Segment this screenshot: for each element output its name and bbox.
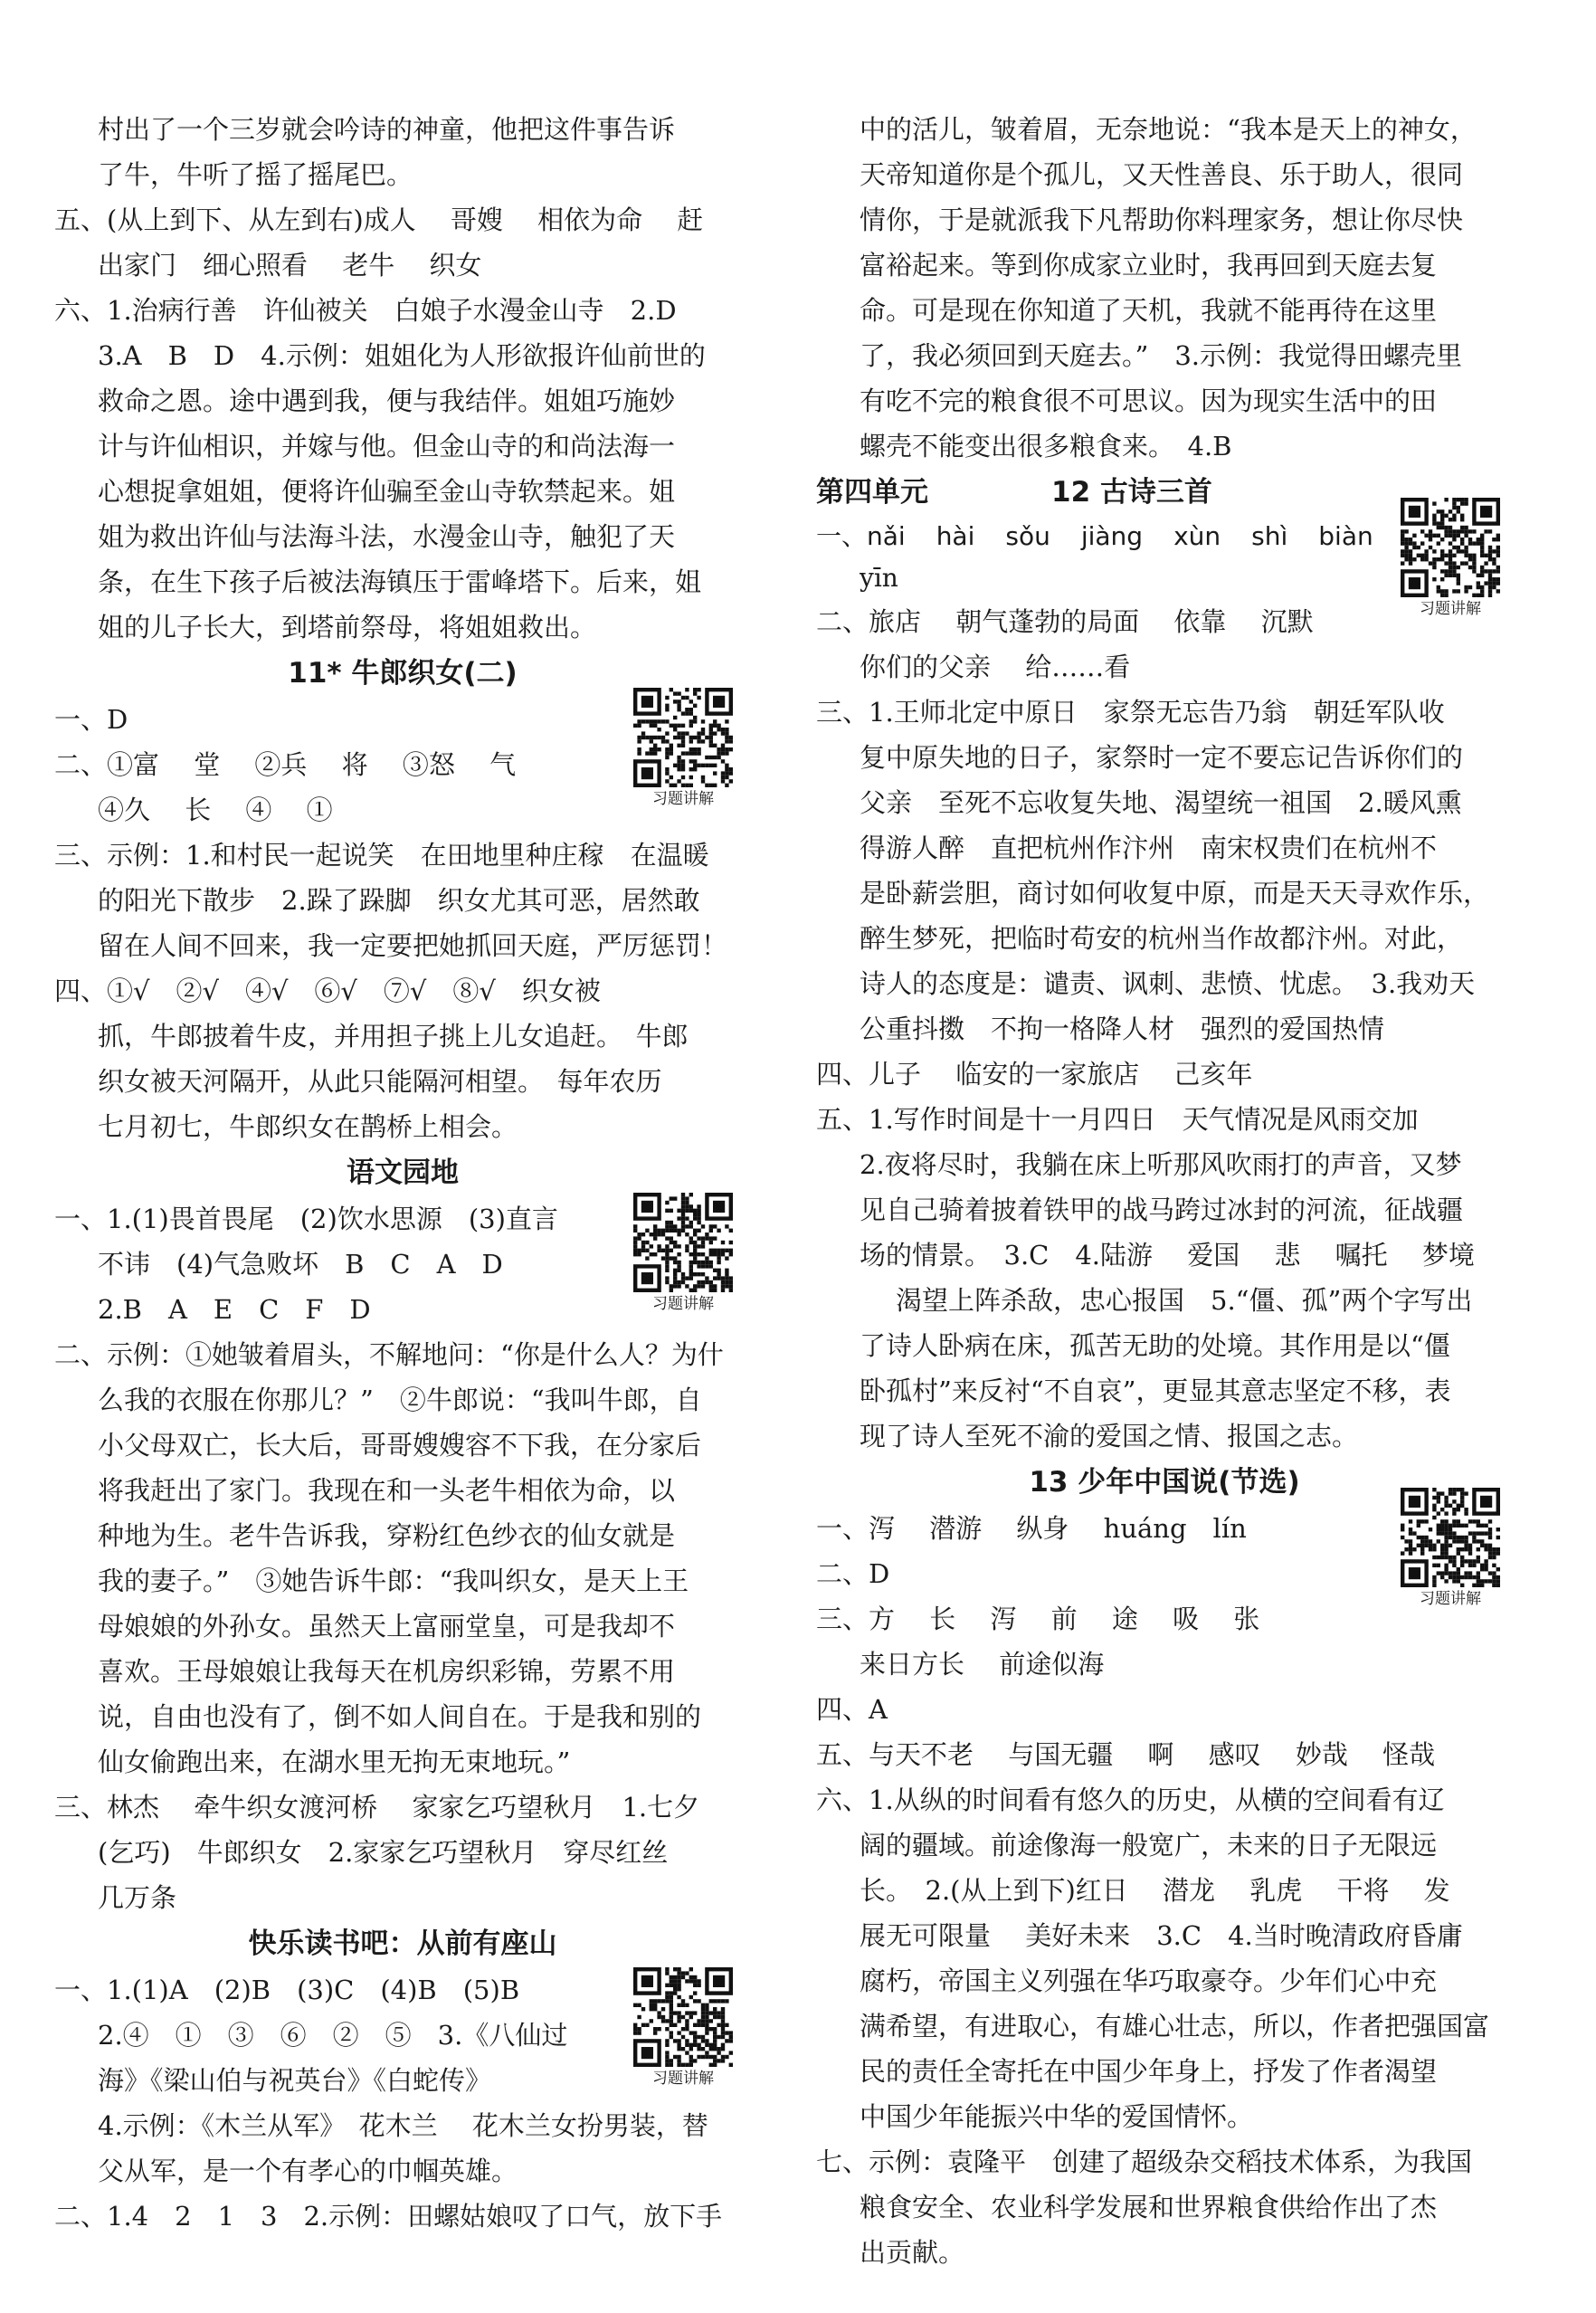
- answer-line: 满希望，有进取心，有雄心壮志，所以，作者把强国富: [860, 2011, 1490, 2042]
- answer-line: 醉生梦死，把临时苟安的杭州当作故都汴州。对此，: [860, 923, 1464, 954]
- answer-line: 命。可是现在你知道了天机，我就不能再待在这里: [860, 295, 1438, 326]
- qr-code-icon: [633, 1193, 733, 1292]
- qr-code-yuwen-yuandi[interactable]: [633, 1193, 733, 1314]
- qr-code-lesson-12[interactable]: [1401, 498, 1500, 619]
- answer-line: 中国少年能振兴中华的爱国情怀。: [860, 2101, 1254, 2132]
- answer-line: 么我的衣服在你那儿？” ②牛郎说：“我叫牛郎，自: [98, 1385, 702, 1415]
- answer-line: 村出了一个三岁就会吟诗的神童，他把这件事告诉: [98, 114, 676, 145]
- answer-line: 展无可限量 美好未来 3.C 4.当时晚清政府昏庸: [860, 1920, 1463, 1951]
- answer-line: 种地为生。老牛告诉我，穿粉红色纱衣的仙女就是: [98, 1520, 676, 1551]
- answer-line: 出家门 细心照看 老牛 织女: [98, 250, 482, 281]
- answer-line: 现了诗人至死不渝的爱国之情、报国之志。: [860, 1421, 1359, 1452]
- answer-line: 一、泻 潜游 纵身 huáng lín: [816, 1513, 1247, 1544]
- answer-line: 父亲 至死不忘收复失地、渴望统一祖国 2.暖风熏: [860, 787, 1462, 818]
- answer-line: 四、A: [816, 1694, 888, 1725]
- qr-code-kuaile-dushu[interactable]: [633, 1967, 733, 2089]
- answer-line: 姐的儿子长大，到塔前祭母，将姐姐救出。: [98, 612, 597, 642]
- qr-code-icon: [633, 1967, 733, 2067]
- section-title: 语文园地: [347, 1156, 459, 1189]
- answer-line: 海》《梁山伯与祝英台》《白蛇传》: [98, 2065, 492, 2096]
- answer-line: 公重抖擞 不拘一格降人材 强烈的爱国热情: [860, 1014, 1385, 1044]
- answer-line: 出贡献。: [860, 2237, 965, 2268]
- pinyin-word: xùn: [1173, 521, 1221, 551]
- answer-line: 七、示例：袁隆平 创建了超级杂交稻技术体系，为我国: [816, 2146, 1473, 2177]
- answer-line: 一、1.(1)畏首畏尾 (2)饮水思源 (3)直言: [54, 1204, 558, 1234]
- answer-line: 渴望上阵杀敌，忠心报国 5.“僵、孤”两个字写出: [896, 1285, 1473, 1316]
- answer-line: 你们的父亲 给……看: [860, 652, 1131, 682]
- pinyin-word: biàn: [1318, 521, 1373, 551]
- answer-line: 六、1.治病行善 许仙被关 白娘子水漫金山寺 2.D: [54, 295, 677, 326]
- answer-line: 是卧薪尝胆，商讨如何收复中原，而是天天寻欢作乐，: [860, 878, 1490, 909]
- answer-line: 复中原失地的日子，家祭时一定不要忘记告诉你们的: [860, 742, 1464, 773]
- answer-line: 几万条: [98, 1882, 177, 1913]
- answer-line: 四、儿子 临安的一家旅店 己亥年: [816, 1059, 1253, 1090]
- answer-line: 织女被天河隔开，从此只能隔河相望。 每年农历: [98, 1066, 662, 1097]
- pinyin-word: hài: [936, 521, 975, 551]
- answer-line: 条，在生下孩子后被法海镇压于雷峰塔下。后来，姐: [98, 566, 702, 597]
- answer-line: 中的活儿，皱着眉，无奈地说：“我本是天上的神女，: [860, 114, 1477, 145]
- answer-line: 五、1.写作时间是十一月四日 天气情况是风雨交加: [816, 1104, 1419, 1135]
- answer-line: 二、1.4 2 1 3 2.示例：田螺姑娘叹了口气，放下手: [54, 2201, 723, 2232]
- qr-code-icon: [633, 688, 733, 787]
- answer-line: 仙女偷跑出来，在湖水里无拘无束地玩。”: [98, 1747, 571, 1777]
- answer-line: 情你，于是就派我下凡帮助你料理家务，想让你尽快: [860, 205, 1464, 235]
- answer-line: 长。 2.(从上到下)红日 潜龙 乳虎 干将 发: [860, 1875, 1450, 1906]
- qr-caption: 习题讲解: [652, 790, 714, 808]
- answer-line: 的阳光下散步 2.跺了跺脚 织女尤其可恶，居然敢: [98, 885, 700, 916]
- answer-line: 计与许仙相识，并嫁与他。但金山寺的和尚法海一: [98, 431, 676, 462]
- answer-line: ④久 长 ④ ①: [98, 795, 333, 825]
- answer-line: 喜欢。王母娘娘让我每天在机房织彩锦，劳累不用: [98, 1656, 676, 1687]
- answer-line: 了，我必须回到天庭去。” 3.示例：我觉得田螺壳里: [860, 340, 1462, 371]
- answer-line: 五、与天不老 与国无疆 啊 感叹 妙哉 怪哉: [816, 1739, 1436, 1770]
- answer-line: 阔的疆域。前途像海一般宽广，未来的日子无限远: [860, 1830, 1438, 1861]
- answer-line: 将我赶出了家门。我现在和一头老牛相依为命，以: [98, 1475, 676, 1506]
- answer-line: 三、方 长 泻 前 途 吸 张: [816, 1604, 1260, 1634]
- pinyin-word: sǒu: [1005, 521, 1050, 551]
- answer-line: 三、示例：1.和村民一起说笑 在田地里种庄稼 在温暖: [54, 840, 709, 871]
- qr-code-icon: [1401, 1488, 1500, 1587]
- right-column: [816, 107, 1513, 2275]
- answer-line: 心想捉拿姐姐，便将许仙骗至金山寺软禁起来。姐: [98, 476, 676, 507]
- answer-line: 富裕起来。等到你成家立业时，我再回到天庭去复: [860, 250, 1438, 281]
- answer-line: 小父母双亡，长大后，哥哥嫂嫂容不下我，在分家后: [98, 1430, 702, 1461]
- answer-line: 了诗人卧病在床，孤苦无助的处境。其作用是以“僵: [860, 1330, 1450, 1361]
- answer-line: 螺壳不能变出很多粮食来。 4.B: [860, 431, 1232, 462]
- answer-line: 三、1.王师北定中原日 家祭无忘告乃翁 朝廷军队收: [816, 697, 1445, 728]
- pinyin-word: jiàng: [1080, 521, 1144, 551]
- answer-line: 3.A B D 4.示例：姐姐化为人形欲报许仙前世的: [98, 340, 706, 371]
- section-title: 快乐读书吧：从前有座山: [248, 1928, 557, 1960]
- left-column: [54, 107, 751, 2239]
- answer-line: 说，自由也没有了，倒不如人间自在。于是我和别的: [98, 1701, 702, 1732]
- section-title: 11* 牛郎织女(二): [288, 657, 518, 690]
- pinyin-word: 一、nǎi: [816, 521, 906, 551]
- answer-line: 天帝知道你是个孤儿，又天性善良、乐于助人，很同: [860, 159, 1464, 190]
- answer-line: 留在人间不回来，我一定要把她抓回天庭，严厉惩罚！: [98, 930, 728, 961]
- answer-line: 民的责任全寄托在中国少年身上，抒发了作者渴望: [860, 2056, 1438, 2087]
- answer-line: 姐为救出许仙与法海斗法，水漫金山寺，触犯了天: [98, 521, 676, 552]
- answer-line: 2.夜将尽时，我躺在床上听那风吹雨打的声音，又梦: [860, 1149, 1462, 1180]
- answer-line: 二、①富 堂 ②兵 将 ③怒 气: [54, 749, 517, 780]
- qr-caption: 习题讲解: [652, 1295, 714, 1313]
- answer-line: 诗人的态度是：谴责、讽刺、悲愤、忧虑。 3.我劝天: [860, 968, 1476, 999]
- answer-line: 2.B A E C F D: [98, 1294, 371, 1325]
- answer-line: 粮食安全、农业科学发展和世界粮食供给作出了杰: [860, 2192, 1438, 2223]
- qr-caption: 习题讲解: [1420, 1590, 1481, 1608]
- answer-line: 卧孤村”来反衬“不自哀”，更显其意志坚定不移，表: [860, 1375, 1451, 1406]
- lesson-title: 12 古诗三首: [1051, 476, 1212, 509]
- answer-line: 四、①√ ②√ ④√ ⑥√ ⑦√ ⑧√ 织女被: [54, 976, 601, 1006]
- answer-line: 一、D: [54, 704, 128, 735]
- answer-line: 得游人醉 直把杭州作汴州 南宋权贵们在杭州不: [860, 833, 1438, 863]
- answer-line: 4.示例：《木兰从军》 花木兰 花木兰女扮男装，替: [98, 2110, 708, 2141]
- answer-line: 六、1.从纵的时间看有悠久的历史，从横的空间看有辽: [816, 1785, 1445, 1815]
- answer-line: 二、旅店 朝气蓬勃的局面 依靠 沉默: [816, 606, 1314, 637]
- answer-line: 不讳 (4)气急败坏 B C A D: [98, 1249, 503, 1280]
- answer-line: 一、1.(1)A (2)B (3)C (4)B (5)B: [54, 1975, 520, 2005]
- answer-line: 了牛，牛听了摇了摇尾巴。: [98, 159, 413, 190]
- answer-line: 场的情景。 3.C 4.陆游 爱国 悲 嘱托 梦境: [860, 1240, 1475, 1271]
- answer-line: 来日方长 前途似海: [860, 1649, 1105, 1680]
- answer-line: (乞巧) 牛郎织女 2.家家乞巧望秋月 穿尽红丝: [98, 1837, 669, 1868]
- answer-line: 救命之恩。途中遇到我，便与我结伴。姐姐巧施妙: [98, 386, 676, 416]
- answer-line: 父从军，是一个有孝心的巾帼英雄。: [98, 2156, 518, 2186]
- answer-line: 二、D: [816, 1558, 890, 1589]
- answer-line: 二、示例：①她皱着眉头，不解地问：“你是什么人？为什: [54, 1339, 724, 1370]
- answer-line: 三、林杰 牵牛织女渡河桥 家家乞巧望秋月 1.七夕: [54, 1792, 700, 1823]
- answer-line: 五、(从上到下、从左到右)成人 哥嫂 相依为命 赶: [54, 205, 704, 235]
- qr-caption: 习题讲解: [652, 2070, 714, 2088]
- answer-line: 腐朽，帝国主义列强在华巧取豪夺。少年们心中充: [860, 1966, 1438, 1996]
- qr-code-lesson-13[interactable]: [1401, 1488, 1500, 1609]
- qr-code-lesson-11[interactable]: [633, 688, 733, 809]
- qr-caption: 习题讲解: [1420, 600, 1481, 618]
- unit-label: 第四单元: [816, 476, 928, 509]
- answer-line: 我的妻子。” ③她告诉牛郎：“我叫织女，是天上王: [98, 1566, 689, 1596]
- answer-line: 2.④ ① ③ ⑥ ② ⑤ 3.《八仙过: [98, 2020, 568, 2051]
- pinyin-row-continued: yīn: [860, 563, 898, 593]
- answer-line: 母娘娘的外孙女。虽然天上富丽堂皇，可是我却不: [98, 1611, 676, 1642]
- answer-line: 七月初七，牛郎织女在鹊桥上相会。: [98, 1111, 518, 1142]
- pinyin-word: shì: [1251, 521, 1288, 551]
- qr-code-icon: [1401, 498, 1500, 597]
- answer-line: 有吃不完的粮食很不可思议。因为现实生活中的田: [860, 386, 1438, 416]
- section-title: 13 少年中国说(节选): [1029, 1466, 1300, 1499]
- answer-line: 见自己骑着披着铁甲的战马跨过冰封的河流，征战疆: [860, 1195, 1464, 1225]
- answer-line: 抓，牛郎披着牛皮，并用担子挑上儿女追赶。 牛郎: [98, 1021, 689, 1052]
